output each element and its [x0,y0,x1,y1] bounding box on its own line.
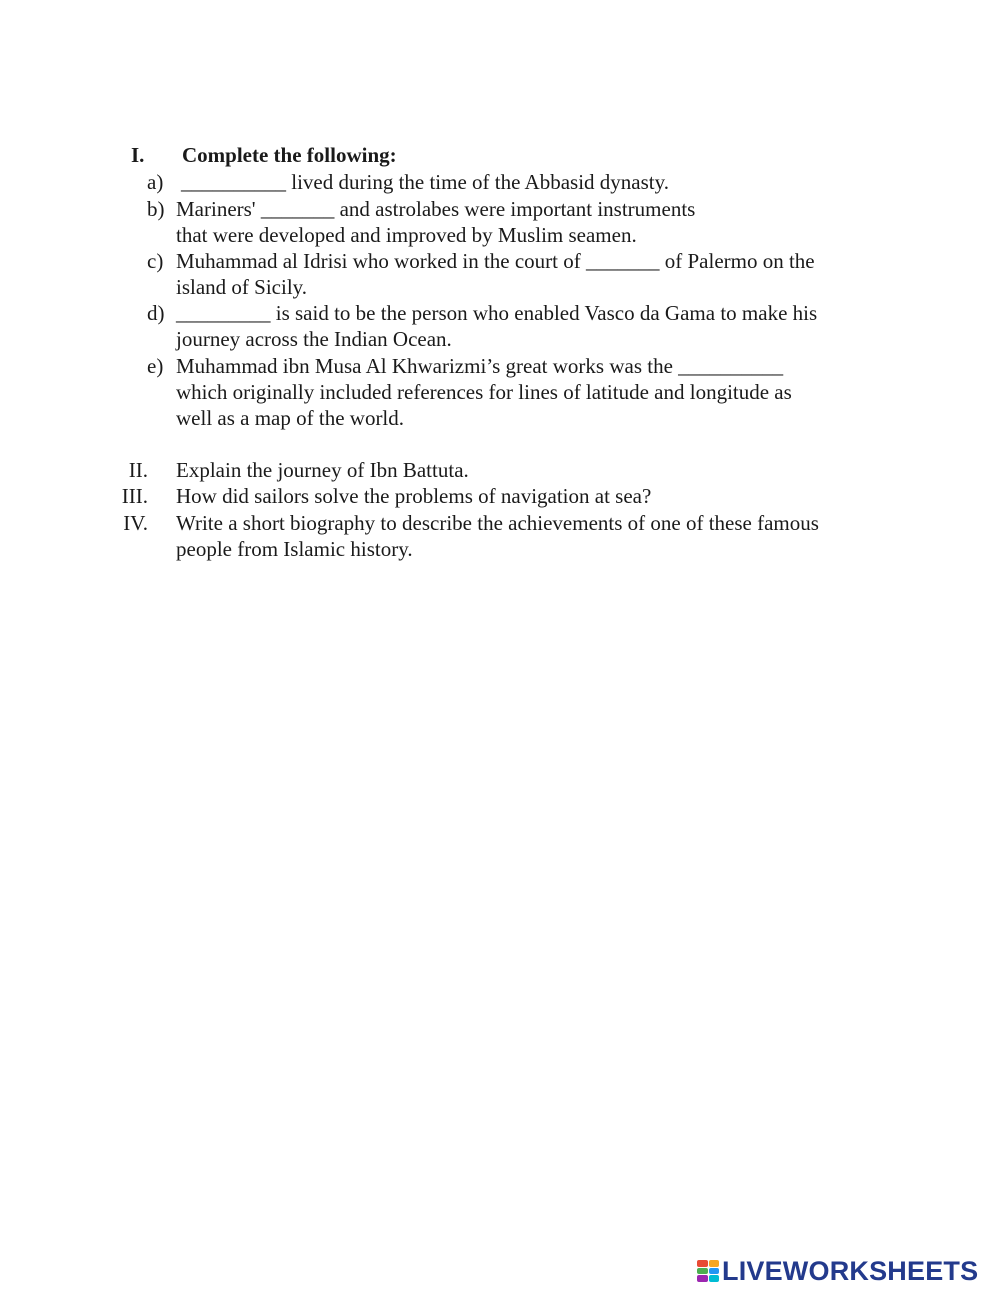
item-label-e: e) [147,354,164,378]
item-e-line: Muhammad ibn Musa Al Khwarizmi’s great works was the __________ [176,354,784,378]
item-e-line: well as a map of the world. [176,406,405,430]
logo-square [697,1260,708,1267]
logo-square [697,1268,708,1275]
question-numeral-iv: IV. [123,511,148,535]
logo-square [709,1268,720,1275]
question-numeral-ii: II. [128,458,148,482]
logo-square [709,1275,720,1282]
item-label-d: d) [147,301,165,325]
item-label-a: a) [147,170,164,194]
item-c-line: island of Sicily. [176,275,308,299]
item-b-line: that were developed and improved by Muslim seamen. [176,223,637,247]
item-label-c: c) [147,249,164,273]
question-ii-line: Explain the journey of Ibn Battuta. [176,458,469,482]
question-iv-line: people from Islamic history. [176,537,413,561]
item-b-line: Mariners' _______ and astrolabes were important instruments [176,197,696,221]
section-numeral: I. [131,143,145,167]
item-a-line: __________ lived during the time of the Abbasid dynasty. [181,170,669,194]
logo-square [709,1260,720,1267]
question-iv-line: Write a short biography to describe the achievements of one of these famous [176,511,819,535]
item-d-line: journey across the Indian Ocean. [176,327,452,351]
logo-square [697,1275,708,1282]
item-d-line: _________ is said to be the person who enabled Vasco da Gama to make his [176,301,818,325]
brand-wordmark: LIVEWORKSHEETS [722,1255,979,1286]
item-label-b: b) [147,197,165,221]
question-iii-line: How did sailors solve the problems of navigation at sea? [176,484,652,508]
item-c-line: Muhammad al Idrisi who worked in the court of _______ of Palermo on the [176,249,815,273]
item-e-line: which originally included references for lines of latitude and longitude as [176,380,792,404]
section-heading: Complete the following: [182,143,397,167]
liveworksheets-brand[interactable] [697,1254,978,1288]
question-numeral-iii: III. [121,484,148,508]
liveworksheets-logo-icon [697,1260,719,1282]
